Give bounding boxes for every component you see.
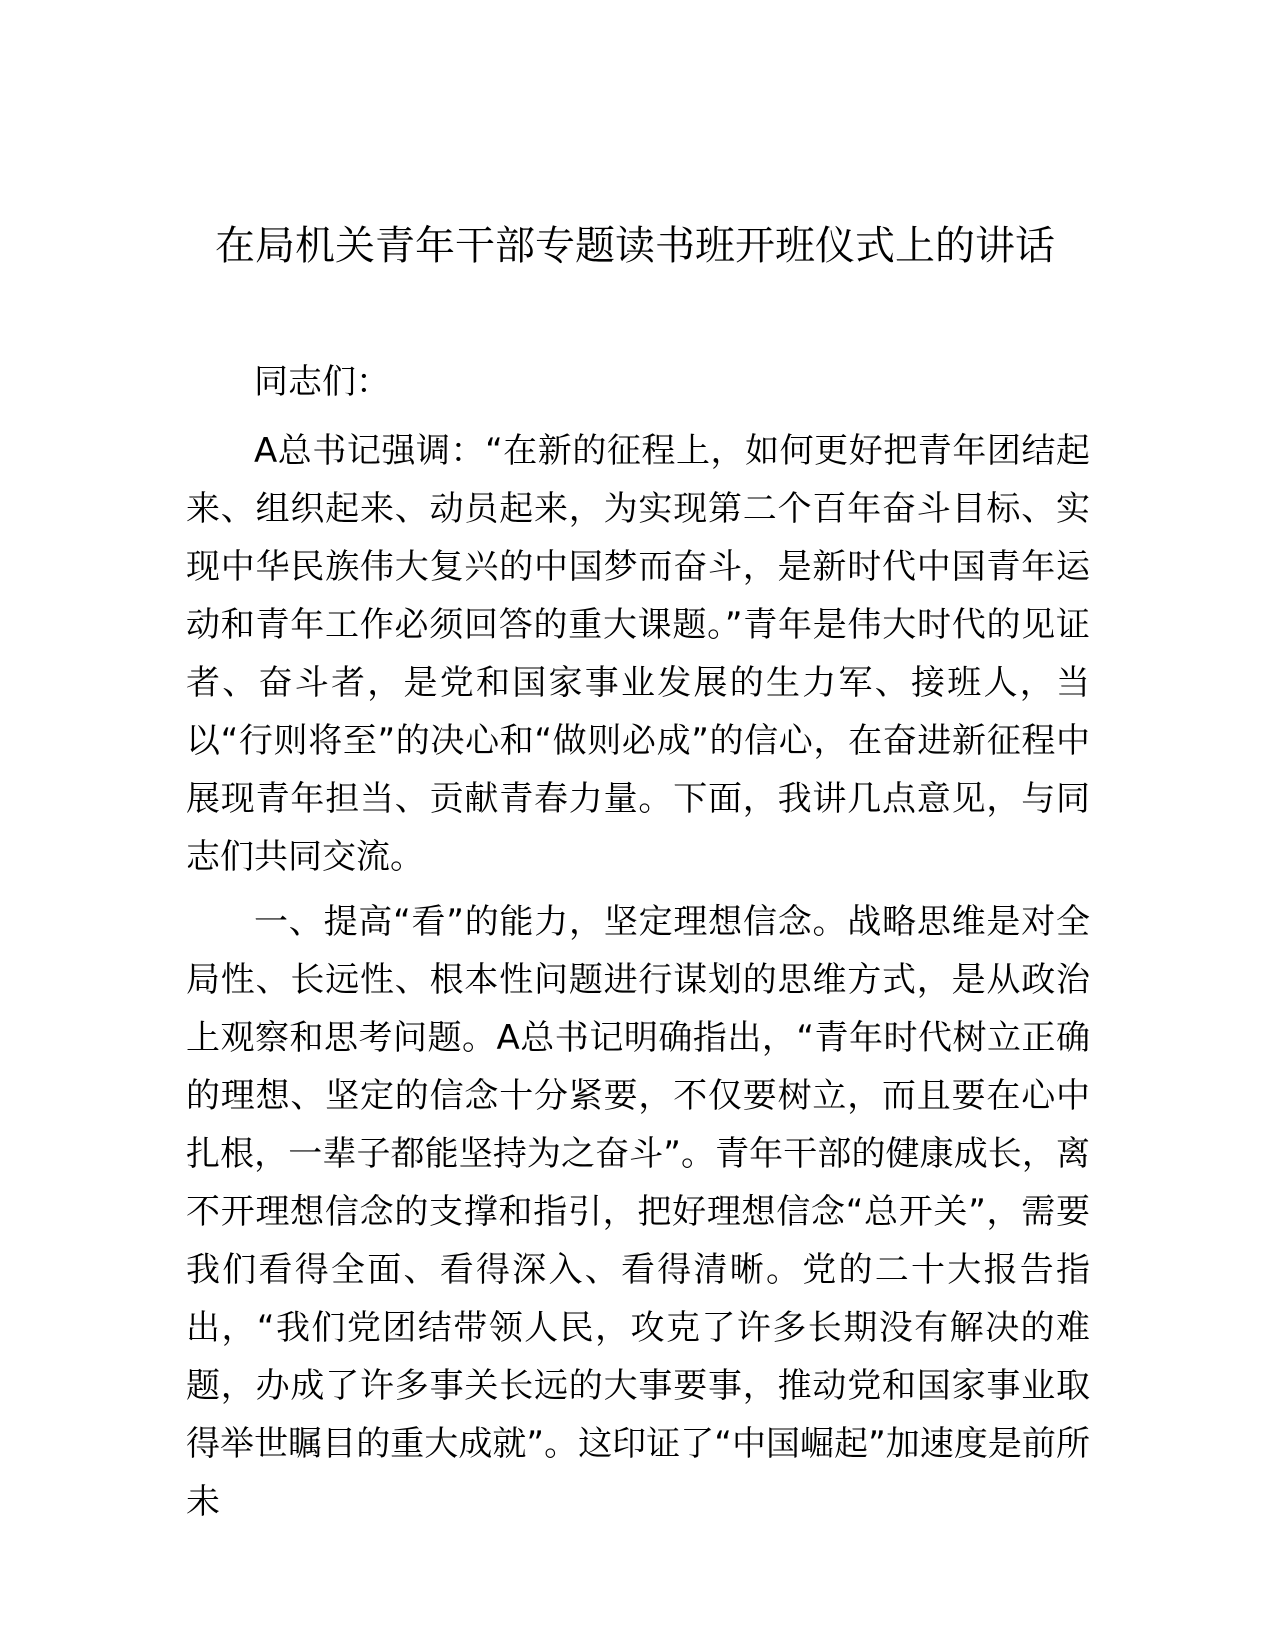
document-title: 在局机关青年干部专题读书班开班仪式上的讲话 [215, 223, 1055, 269]
paragraph-intro: A总书记强调：“在新的征程上，如何更好把青年团结起来、组织起来、动员起来，为实现第二个百年奋斗目标、实现中华民族伟大复兴的中国梦而奋斗，是新时代中国青年运动和青年工作必须回答的重大课题。”青年是伟大时代的见证者、奋斗者，是党和国家事业发展的生力军、接班人，当以“行则将至”的决心和“做则必成”的信心，在奋进新征程中展现青年担当、贡献青春力量。下面，我讲几点意见，与同志们共同交流。 [186, 431, 1090, 877]
greeting: 同志们： [254, 362, 390, 402]
paragraph-section-one: 一、提高“看”的能力，坚定理想信念。战略思维是对全局性、长远性、根本性问题进行谋划的思维方式，是从政治上观察和思考问题。A总书记明确指出，“青年时代树立正确的理想、坚定的信念十分紧要，不仅要树立，而且要在心中扎根，一辈子都能坚持为之奋斗”。青年干部的健康成长，离不开理想信念的支撑和指引，把好理想信念“总开关”，需要我们看得全面、看得深入、看得清晰。党的二十大报告指出，“我们党团结带领人民，攻克了许多长期没有解决的难题，办成了许多事关长远的大事要事，推动党和国家事业取得举世瞩目的重大成就”。这印证了“中国崛起”加速度是前所未 [186, 902, 1090, 1522]
